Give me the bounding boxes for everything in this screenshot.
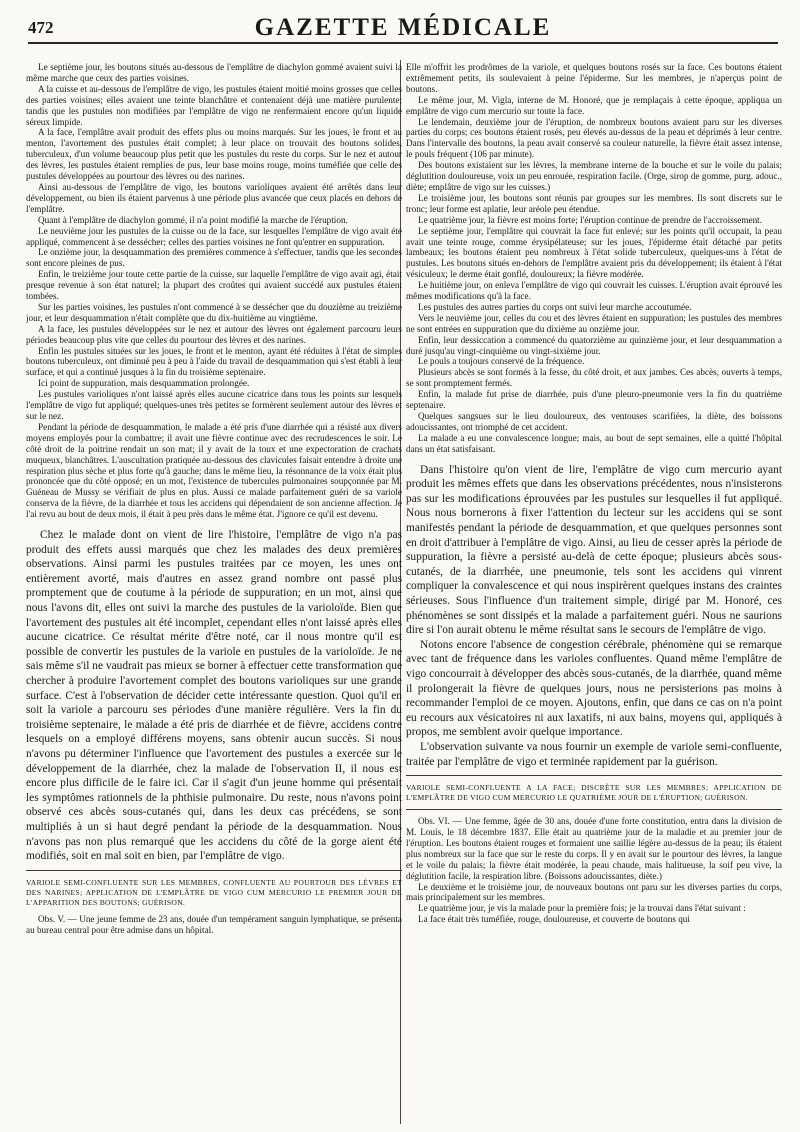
paragraph: Enfin, le treizième jour toute cette partie de la cuisse, sur laquelle l'emplâtre de vigo avait agi, était presque revenue à son état naturel; la plupart des croûtes qui avaient succédé aux pustules étaient tombées. (26, 269, 402, 302)
paragraph: Plusieurs abcès se sont formés à la fesse, du côté droit, et aux jambes. Ces abcès, ouverts à temps, se sont promptement fermés. (406, 367, 782, 389)
section-rule (406, 775, 782, 776)
paragraph: Elle m'offrit les prodrômes de la variole, et quelques boutons rosés sur la face. Ces boutons étaient extrêmement petits, ils soulevaient à peine l'épiderme. Sur les membres, je n'aperçus point de boutons. (406, 62, 782, 94)
left-column (26, 62, 402, 1124)
paragraph: Le septième jour, les boutons situés au-dessous de l'emplâtre de diachylon gommé avaient suivi la même marche que ceux des parties voisines. (26, 62, 402, 83)
paragraph: Le même jour, M. Vigla, interne de M. Honoré, que je remplaçais à cette époque, appliqua un emplâtre de vigo cum mercurio sur toute la face. (406, 94, 782, 116)
observation-paragraph: Obs. V. — Une jeune femme de 23 ans, douée d'un tempérament sanguin lymphatique, se présenta au bureau central pour être admise dans un hôpital. (26, 913, 402, 935)
observation-paragraph: Le deuxième et le troisième jour, de nouveaux boutons ont paru sur les diverses parties du corps, mais principalement sur les membres. (406, 881, 782, 903)
commentary-paragraph: L'observation suivante va nous fournir un exemple de variole semi-confluente, traitée par l'emplâtre de vigo et terminée rapidement par la guérison. (406, 740, 782, 768)
commentary-paragraph: Chez le malade dont on vient de lire l'histoire, l'emplâtre de vigo n'a pas produit des effets aussi marqués que chez les malades des deux premières observations. Ainsi parmi les pustules traitées par ce moyen, les unes ont entièrement avorté, mais d'autres en assez grand nombre ont passé plus promptement que de coutume à la période de suppuration; en un mot, ainsi que nous l'avons dit, elles ont suivi la marche des pustules de la varioloïde. Bien que l'avortement des pustules ait été incomplet, cependant elles n'ont laissé après elles aucune cicatrice. Ce résultat mérite d'être noté, car il nous montre qu'il est possible de convertir les pustules de la variole en pustules de la varioloïde. Je ne sais même s'il ne vaudrait pas mieux se borner à effectuer cette transformation que chercher à produire l'avortement complet des boutons varioliques sur une grande surface. C'est à l'observation de décider cette intéressante question. Quoi qu'il en soit la variole a parcouru ses périodes d'une manière régulière. Vers la fin du troisième septenaire, le malade a été pris de diarrhée et de fièvre, accidens contre lesquels on a employé différens moyens, sans obtenir aucun succès. Si nous n'avons pu déterminer l'influence que l'avortement des pustules a exercée sur le développement de la diarrhée, chez la malade de l'observation II, il nous est encore plus difficile de le faire ici. Car il s'agit d'un jeune homme qui présentait les symptômes rationnels de la phthisie pulmonaire. Du reste, nous n'avons point observé ces abcès sous-cutanés qui, dans les deux cas précédens, se sont multipliés à un si haut degré pendant la période de la desquammation. Nous n'avons pas non plus remarqué que les accidens du côté de la gorge aient été modifiés, soit en mal soit en bien, par l'emplâtre de vigo. (26, 529, 402, 863)
section-rule (26, 870, 402, 871)
right-column (406, 62, 782, 1124)
paragraph: La malade a eu une convalescence longue; mais, au bout de sept semaines, elle a quitté l'hôpital dans un état satisfaisant. (406, 432, 782, 454)
paragraph: Enfin, la malade fut prise de diarrhée, puis d'une pleuro-pneumonie vers la fin du quatrième septenaire. (406, 389, 782, 411)
left-commentary (26, 528, 402, 864)
paragraph: Des boutons existaient sur les lèvres, la membrane interne de la bouche et sur le voile du palais; déglutition douloureuse, voix un peu enrouée, respiration facile. (Orge, sirop de gomme, purg. adouc., diète; emplâtre de vigo sur les cuisses.) (406, 160, 782, 192)
paragraph: Les pustules des autres parties du corps ont suivi leur marche accoutumée. (418, 301, 692, 312)
paragraph: Le huitième jour, on enleva l'emplâtre de vigo qui couvrait les cuisses. L'éruption avait éprouvé les mêmes modifications qu'à la face. (406, 280, 782, 302)
observation-paragraph: Le quatrième jour, je vis la malade pour la première fois; je la trouvai dans l'état suivant : (418, 903, 746, 914)
observation-v (26, 914, 402, 936)
paragraph: Ainsi au-dessous de l'emplâtre de vigo, les boutons varioliques avaient été arrêtés dans leur développement, ou bien ils étaient parvenus à une période plus avancée que ceux placés en dehors de l'emplâtre. (26, 181, 402, 214)
paragraph: Les pustules varioliques n'ont laissé après elles aucune cicatrice dans tous les points sur lesquels l'emplâtre de vigo fut appliqué; quelques-unes très petites se formèrent seulement autour des lèvres et sur le nez. (26, 389, 402, 421)
journal-title: GAZETTE MÉDICALE (254, 14, 552, 41)
paragraph: A la face, les pustules développées sur le nez et autour des lèvres ont également parcouru leurs périodes beaucoup plus vite que celles du pourtour des lèvres et des narines. (26, 323, 402, 345)
paragraph: Quant à l'emplâtre de diachylon gommé, il n'a point modifié la marche de l'éruption. (38, 214, 348, 225)
paragraph: Quelques sangsues sur le lieu douloureux, des ventouses scarifiées, la diète, des boissons adoucissantes, ont triomphé de cet accident. (406, 411, 782, 432)
commentary-paragraph: Notons encore l'absence de congestion cérébrale, phénomène qui se remarque avec tant de fréquence dans les varioles confluentes. Quand même l'emplâtre de vigo concourrait à développer des abcès sous-cutanés, de la diarrhée, quand même il prolongerait la fièvre de quelques jours, nous ne persisterions pas moins à recommander l'emploi de ce moyen. Ajoutons, enfin, que dans ce cas on n'a point eu recours aux vésicatoires ni aux laxatifs, ni aux bains, moyens qui, appliqués à propos, me semblent avoir quelque importance. (406, 638, 782, 739)
paragraph: Le septième jour, l'emplâtre qui couvrait la face fut enlevé; sur les points qu'il occupait, la peau avait une teinte rouge, comme érysipélateuse; sur les joues, l'épiderme était détaché par petits lambeaux; les boutons étaient peu nombreux à l'état solide tuberculeux, quelques-uns à l'état de pustules. Les boutons situés en-dehors de l'emplâtre avaient pris du développement; ils étaient à l'état vésiculeux; le derme était gonflé, douloureux; la fièvre modérée. (406, 225, 782, 280)
paragraph: Le troisième jour, les boutons sont réunis par groupes sur les membres. Ils sont discrets sur le tronc; leur forme est aplatie, leur aréole peu étendue. (406, 192, 782, 214)
paragraph: Le neuvième jour les pustules de la cuisse ou de la face, sur lesquelles l'emplâtre de vigo avait été appliqué, commencent à se dessécher; celles des parties voisines ne font qu'entrer en suppuration. (26, 225, 402, 247)
paragraph: Le quatrième jour, la fièvre est moins forte; l'éruption continue de prendre de l'accroissement. (418, 214, 763, 225)
observation-heading: VARIOLE SEMI-CONFLUENTE A LA FACE; DISCRÈTE SUR LES MEMBRES; APPLICATION DE L'EMPLÂTRE DE VIGO CUM MERCURIO LE QUATRIÈME JOUR DE L'ÉRUPTION; GUÉRISON. (406, 783, 782, 803)
paragraph: A la face, l'emplâtre avait produit des effets plus ou moins marqués. Sur les joues, le front et au menton, l'avortement des pustules était complet; à leur place on trouvait des boutons solides, tuberculeux, d'un volume beaucoup plus petit que les pustules du reste du corps. Sur le nez et autour des lèvres, les pustules étaient remplies de pus, leur base moins rouge, moins tuméfiée que celle des pustules développées au pourtour des lèvres ou des narines. (26, 127, 402, 182)
paragraph: Sur les parties voisines, les pustules n'ont commencé à se dessécher que du douzième au treizième jour, et leur desquammation n'était complète que du dix-huitième au vingtième. (26, 301, 402, 323)
left-small-text (26, 62, 402, 520)
paragraph: Enfin les pustules situées sur les joues, le front et le menton, ayant été réduites à l'état de simples boutons tuberculeux, ont diminué peu à peu à l'aide du travail de desquammation qui s'est établi à leur surface, et qui a continué jusques à la fin du troisième septenaire. (26, 345, 402, 378)
section-rule (406, 809, 782, 810)
right-commentary (406, 463, 782, 769)
paragraph: Pendant la période de desquammation, le malade a été pris d'une diarrhée qui a résisté aux divers moyens employés pour la combattre; il avait une fièvre continue avec des recrudescences le soir. Le côté droit de la poitrine rendait un son mat; il y avait de la toux et une expectoration de crachats muqueux, blanchâtres. L'auscultation pratiquée au-dessous des clavicules faisait entendre à droite une respiration plus sèche et plus forte qu'à gauche; dans le même lieu, la résonnance de la voix était plus prononcée que du côté opposé; en un mot, l'existence de tubercules pulmonaires soupçonnée par M. Guéneau de Mussy se vérifiait de plus en plus. Aussi ce malade parfaitement guéri de sa variole conserva de la fièvre, de la diarrhée et tous les accidens qui dépendaient de son ancienne affection. Je l'ai revu au bout de deux mois, il était à peu près dans le même état. J'ignore ce qu'il est devenu. (26, 421, 402, 520)
paragraph: Vers le neuvième jour, celles du cou et des lèvres étaient en suppuration; les pustules des membres ne sont entrées en suppuration que du dixième au onzième jour. (406, 312, 782, 334)
paragraph: Enfin, leur dessiccation a commencé du quatorzième au quinzième jour, et leur desquammation a duré jusqu'au vingt-cinquième ou vingt-sixième jour. (406, 334, 782, 356)
paragraph: A la cuisse et au-dessous de l'emplâtre de vigo, les pustules étaient moitié moins grosses que celles des parties voisines; elles avaient une teinte blanchâtre et contenaient déjà une matière purulente; tandis que les pustules non modifiées par l'emplâtre de vigo ne renfermaient encore qu'un liquide séreux limpide. (26, 83, 402, 127)
observation-heading: VARIOLE SEMI-CONFLUENTE SUR LES MEMBRES, CONFLUENTE AU POURTOUR DES LÈVRES ET DES NARINES; APPLICATION DE L'EMPLÂTRE DE VIGO CUM MERCURIO LE PREMIER JOUR DE L'APPARITION DES BOUTONS; GUÉRISON. (26, 877, 402, 907)
paragraph: Le lendemain, deuxième jour de l'éruption, de nombreux boutons avaient paru sur les diverses parties du corps; ces boutons étaient rosés, peu élevés au-dessus de la peau et déprimés à leur centre. Dans l'intervalle des boutons, la peau avait conservé sa couleur naturelle, la fièvre était assez intense, le pouls fréquent (106 par minute). (406, 116, 782, 160)
paragraph: Le onzième jour, la desquammation des premières commence à s'effectuer, tandis que les secondes sont encore pleines de pus. (26, 247, 402, 269)
observation-paragraph: Obs. VI. — Une femme, âgée de 30 ans, douée d'une forte constitution, entra dans la division de M. Louis, le 18 décembre 1837. Elle était au quatrième jour de la maladie et au premier jour de l'éruption. Les boutons étaient rouges et formaient une saillie légère au-dessus de la peau; ils étaient plus nombreux sur la face que sur le reste du corps. Il y en avait sur le pourtour des lèvres, la langue et le voile du palais; la fièvre était modérée, la peau chaude, mais halitueuse, la soif peu vive, la déglutition facile, la respiration libre. (Boissons adoucissantes, diète.) (406, 816, 782, 881)
observation-paragraph: La face était très tuméfiée, rouge, douloureuse, et couverte de boutons qui (418, 914, 690, 925)
right-small-text (406, 62, 782, 455)
observation-vi (406, 816, 782, 925)
paragraph: Ici point de suppuration, mais desquammation prolongée. (38, 378, 250, 389)
paragraph: Le pouls a toujours conservé de la fréquence. (418, 356, 585, 367)
commentary-paragraph: Dans l'histoire qu'on vient de lire, l'emplâtre de vigo cum mercurio ayant produit les mêmes effets que dans les observations précédentes, nous n'insisterons pas sur les modifications éprouvées par les pustules sur lesquelles il fut appliqué. Nous nous bornerons à fixer l'attention du lecteur sur les accidens qui se sont manifestés pendant la période de desquammation, et que quelques personnes sont en droit d'attribuer à l'emplâtre de vigo. Ainsi, au lieu de cesser après la période de suppuration, la fièvre a persisté au-delà de cette époque; plusieurs abcès sous-cutanés, de la diarrhée, une pneumonie, tels sont les accidens qui vinrent compliquer la convalescence et qui nous inspirèrent quelques instans des craintes sérieuses. Sous l'influence d'un traitement simple, dirigé par M. Honoré, ces phénomènes se sont dissipés et la malade a parfaitement guéri. Nous ne saurions dire si l'on aurait obtenu le même résultat sans le secours de l'emplâtre de vigo. (406, 463, 782, 637)
page-number: 472 (28, 18, 54, 37)
page-header (28, 14, 778, 44)
